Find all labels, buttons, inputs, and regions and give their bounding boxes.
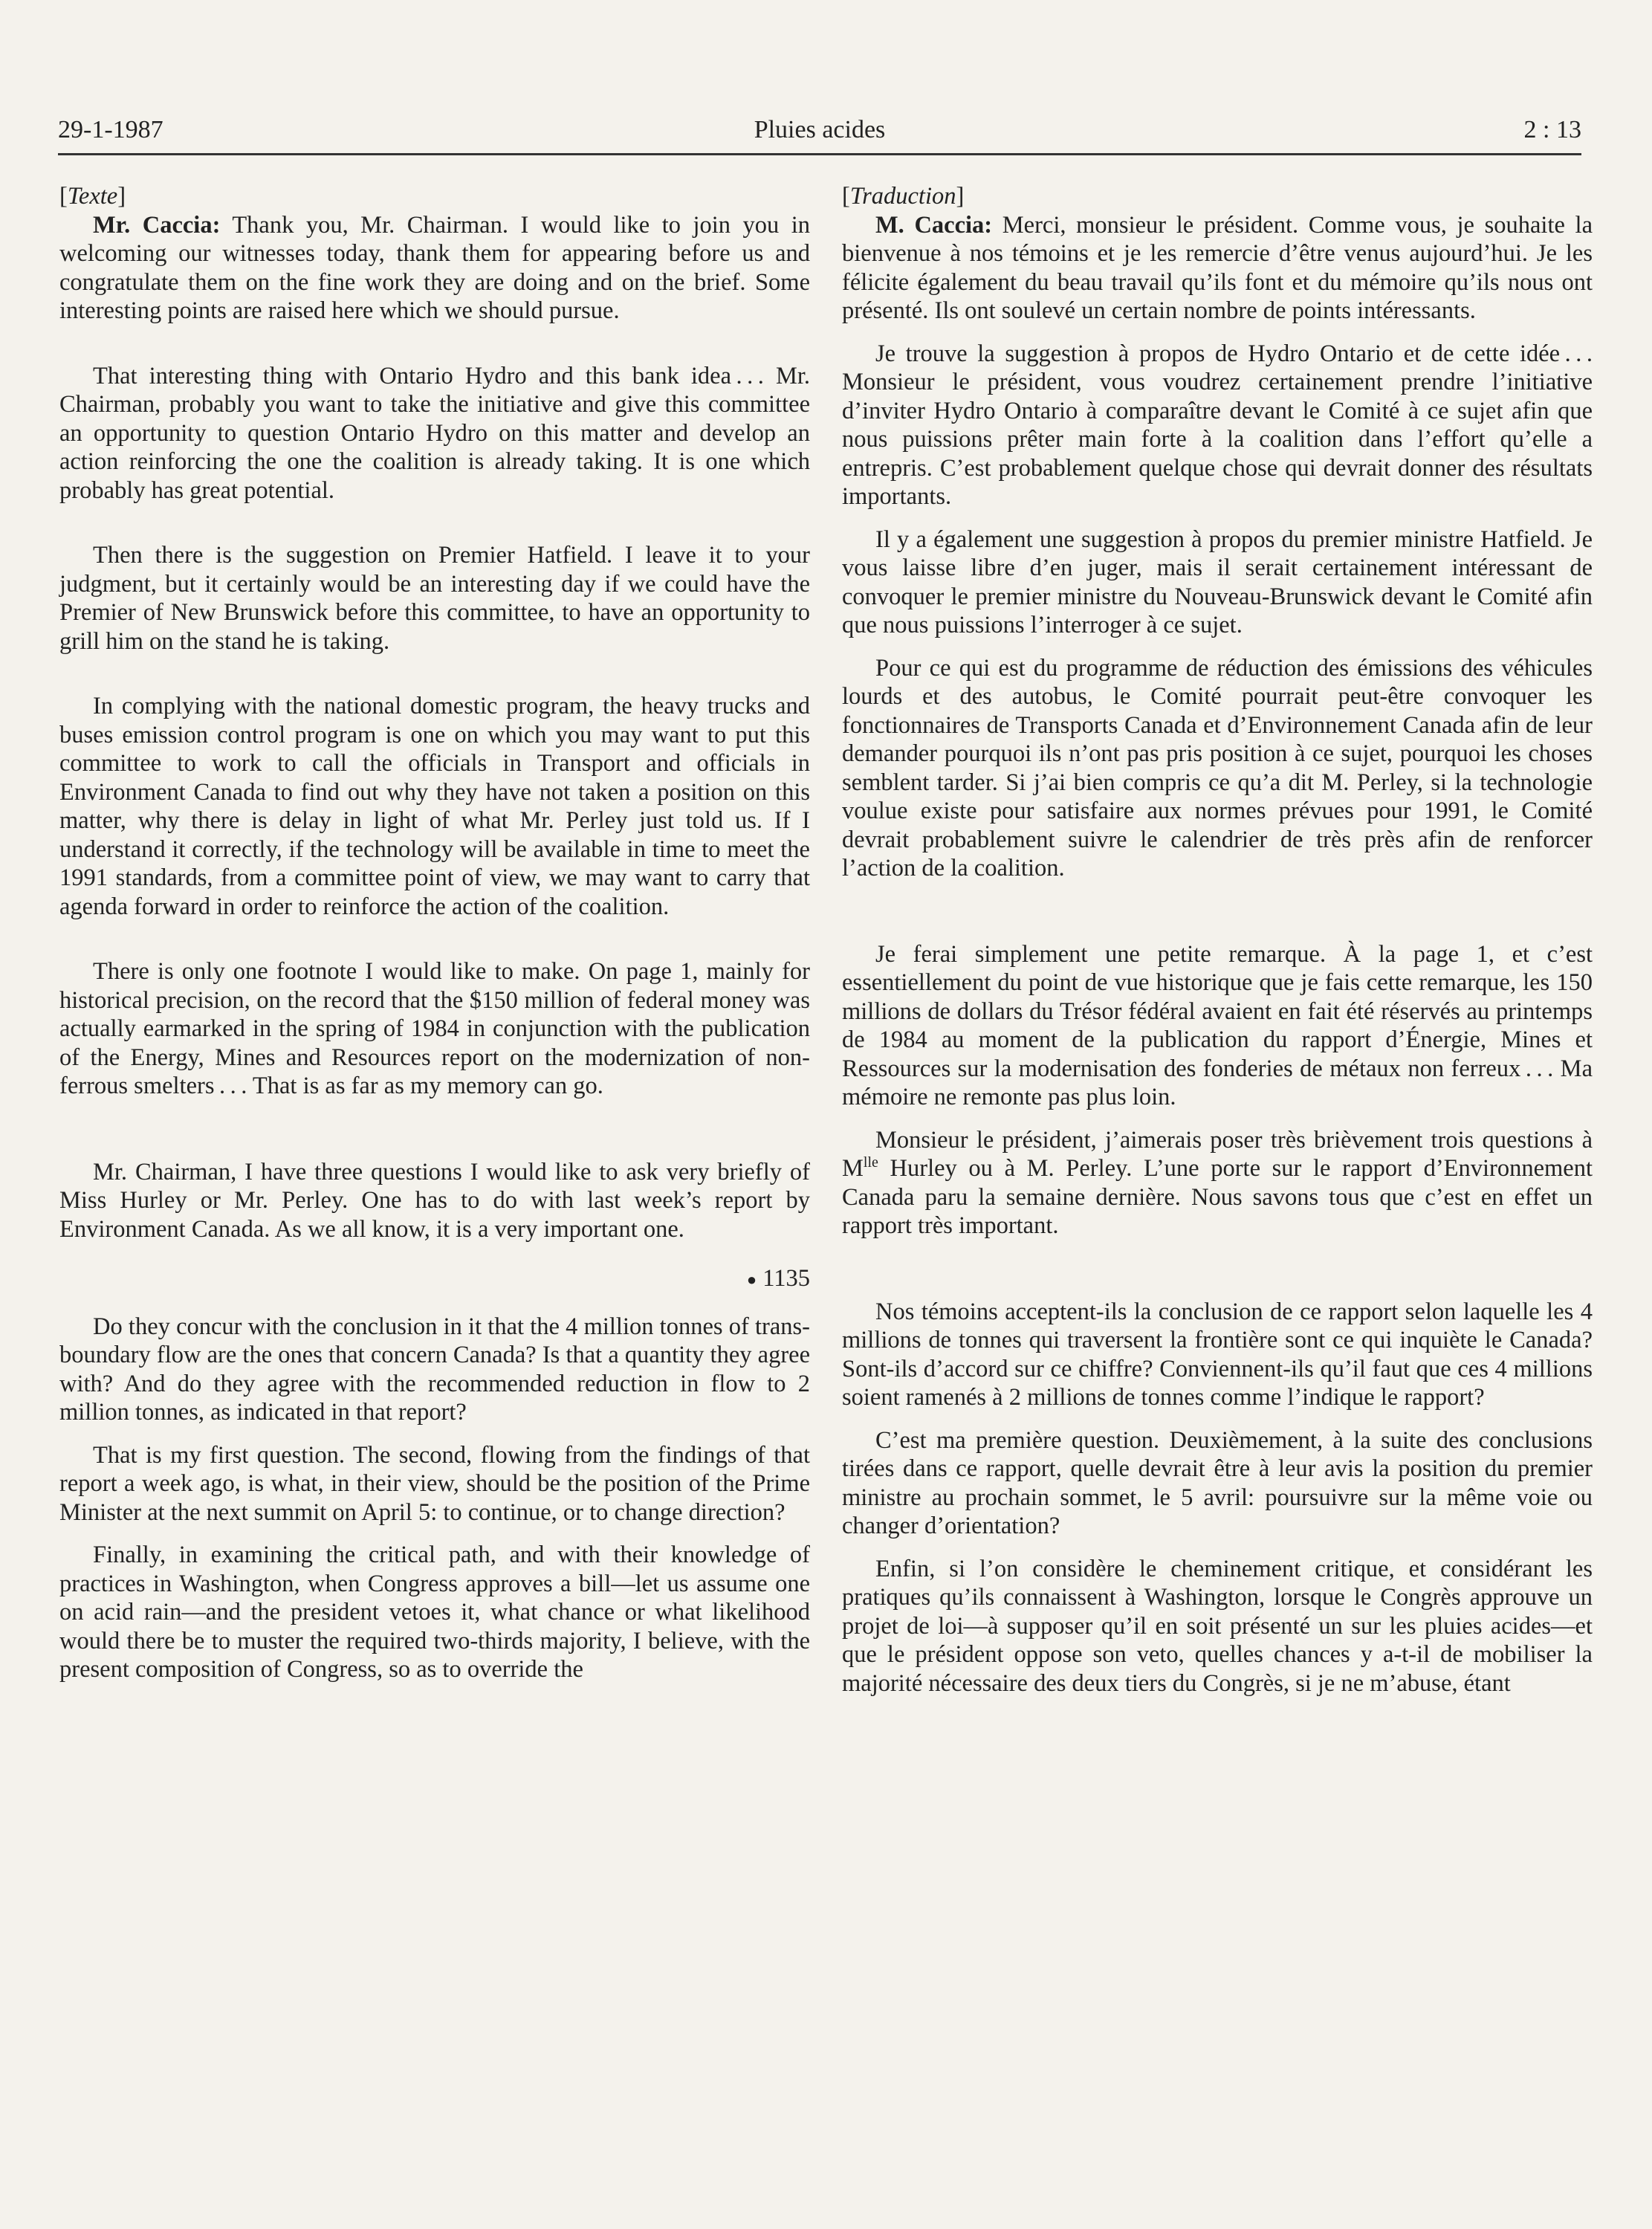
paragraph: Enfin, si l’on considère le cheminement critique, et considérant les pratiques qu’ils connaissent à Washington, lorsque le Congrès approuve un projet de loi—à supposer qu’il en soit présenté un sur les pluies acides—et que le président oppose son veto, quelles chances y a-t-il de mobiliser la majorité nécessaire des deux tiers du Congrès, si je ne m’abuse, étant — [842, 1555, 1593, 1697]
timestamp: ● 1135 — [746, 1265, 810, 1292]
header-date: 29-1-1987 — [58, 116, 163, 143]
paragraph: Je trouve la suggestion à propos de Hydro Ontario et de cette idée . . . Monsieur le président, vous voudrez certainement prendre l’initiative d’inviter Hydro Ontario à comparaître devant le Comité à ce sujet afin que nous puissions prêter main forte à la coalition dans l’effort qu’elle a entrepris. C’est probablement quelque chose qui devrait donner des résultats importants. — [842, 340, 1593, 510]
paragraph: Mr. Chairman, I have three questions I would like to ask very briefly of Miss Hurley or Mr. Perley. One has to do with last week’s report by Environment Canada. As we all know, it is a very important one. — [59, 1158, 810, 1243]
header-page-number: 2 : 13 — [1523, 116, 1581, 143]
paragraph: That is my first question. The second, flowing from the findings of that report a week ago, is what, in their view, should be the position of the Prime Minister at the next summit on April 5: to continue, or to change direction? — [59, 1441, 810, 1526]
paragraph: Je ferai simplement une petite remarque. À la page 1, et c’est essentiellement du point de vue historique que je fais cette remarque, les 150 millions de dollars du Trésor fédéral avaient en fait été réservés au printemps de 1984 au moment de la publication du rapport d’Énergie, Mines et Ressources sur la modernisation des fonderies de métaux non ferreux . . . Ma mémoire ne remonte pas plus loin. — [842, 940, 1593, 1110]
column-label: [Texte] — [59, 183, 126, 210]
paragraph: Monsieur le président, j’aimerais poser très brièvement trois questions à $M^{lle}$ Hurley ou à M. Perley. L’une porte sur le rapport d’Environnement Canada paru la semaine dernière. Nous savons tous que c’est en effet un rapport très important. — [842, 1126, 1593, 1239]
paragraph: Do they concur with the conclusion in it that the 4 million tonnes of trans-boundary flow are the ones that concern Canada? Is that a quantity they agree with? And do they agree with the recommended reduction in flow to 2 million tonnes, as indicated in that report? — [59, 1313, 810, 1426]
paragraph: Pour ce qui est du programme de réduction des émissions des véhicules lourds et des autobus, le Comité pourrait peut-être convoquer les fonctionnaires de Transports Canada et d’Environnement Canada afin de leur demander pourquoi ils n’ont pas pris position à ce sujet, pourquoi les choses semblent tarder. Si j’ai bien compris ce qu’a dit M. Perley, si la technologie voulue existe pour satisfaire aux normes prévues pour 1991, le Comité devrait probablement suivre le calendrier de très près afin de renforcer l’action de la coalition. — [842, 654, 1593, 881]
paragraph: C’est ma première question. Deuxièmement, à la suite des conclusions tirées dans ce rapport, quelle devrait être à leur avis la position du premier ministre au prochain sommet, le 5 avril: poursuivre sur la même voie ou changer d’orientation? — [842, 1426, 1593, 1539]
paragraph: Finally, in examining the critical path, and with their knowledge of practices in Washington, when Congress approves a bill—let us assume one on acid rain—and the president vetoes it, what chance or what likelihood would there be to muster the required two-thirds majority, I believe, with the present composition of Congress, so as to override the — [59, 1541, 810, 1683]
paragraph: In complying with the national domestic program, the heavy trucks and buses emission control program is one on which you may want to put this committee to work to call the officials in Transport and officials in Environment Canada to find out why they have not taken a position on this matter, why there is delay in light of what Mr. Perley just told us. If I understand it correctly, if the technology will be available in time to meet the 1991 standards, from a committee point of view, we may want to carry that agenda forward in order to reinforce the action of the coalition. — [59, 693, 810, 920]
french-column — [842, 182, 1593, 1712]
page-header — [58, 113, 1581, 155]
column-label: [Traduction] — [842, 183, 965, 210]
header-title: Pluies acides — [754, 116, 886, 143]
paragraph: Mr. Caccia: Thank you, Mr. Chairman. I would like to join you in welcoming our witnesses today, thank them for appearing before us and congratulate them on the fine work they are doing and on the brief. Some interesting points are raised here which we should pursue. — [59, 211, 811, 324]
paragraph: Then there is the suggestion on Premier Hatfield. I leave it to your judgment, but it certainly would be an interesting day if we could have the Premier of New Brunswick before this committee, to have an opportunity to grill him on the stand he is taking. — [59, 542, 810, 655]
paragraph: There is only one footnote I would like to make. On page 1, mainly for historical precision, on the record that the $150 million of federal money was actually earmarked in the spring of 1984 in conjunction with the publication of the Energy, Mines and Resources report on the modernization of non-ferrous smelters . . . That is as far as my memory can go. — [59, 958, 810, 1099]
paragraph: That interesting thing with Ontario Hydro and this bank idea . . . Mr. Chairman, probably you want to take the initiative and give this committee an opportunity to question Ontario Hydro on this matter and develop an action reinforcing the one the coalition is already taking. It is one which probably has great potential. — [59, 362, 810, 504]
english-column — [59, 182, 810, 1698]
speaker-name: Mr. Caccia: — [93, 211, 221, 239]
paragraph: Il y a également une suggestion à propos du premier ministre Hatfield. Je vous laisse libre d’en juger, mais il serait certainement intéressant de convoquer le premier ministre du Nouveau-Brunswick devant le Comité afin que nous puissions l’interroger à ce sujet. — [842, 525, 1593, 638]
paragraph: Nos témoins acceptent-ils la conclusion de ce rapport selon laquelle les 4 millions de tonnes qui traversent la frontière sont ce qui inquiète le Canada? Sont-ils d’accord sur ce chiffre? Conviennent-ils qu’il faut que ces 4 millions soient ramenés à 2 millions de tonnes comme l’indique le rapport? — [842, 1298, 1593, 1411]
paragraph: M. Caccia: Merci, monsieur le président. Comme vous, je souhaite la bienvenue à nos témoins et je les remercie d’être venus aujourd’hui. Je les félicite également du beau travail qu’ils font et du mémoire qu’ils nous ont présenté. Ils ont soulevé un certain nombre de points intéressants. — [842, 211, 1593, 324]
speaker-name: M. Caccia: — [875, 211, 993, 239]
